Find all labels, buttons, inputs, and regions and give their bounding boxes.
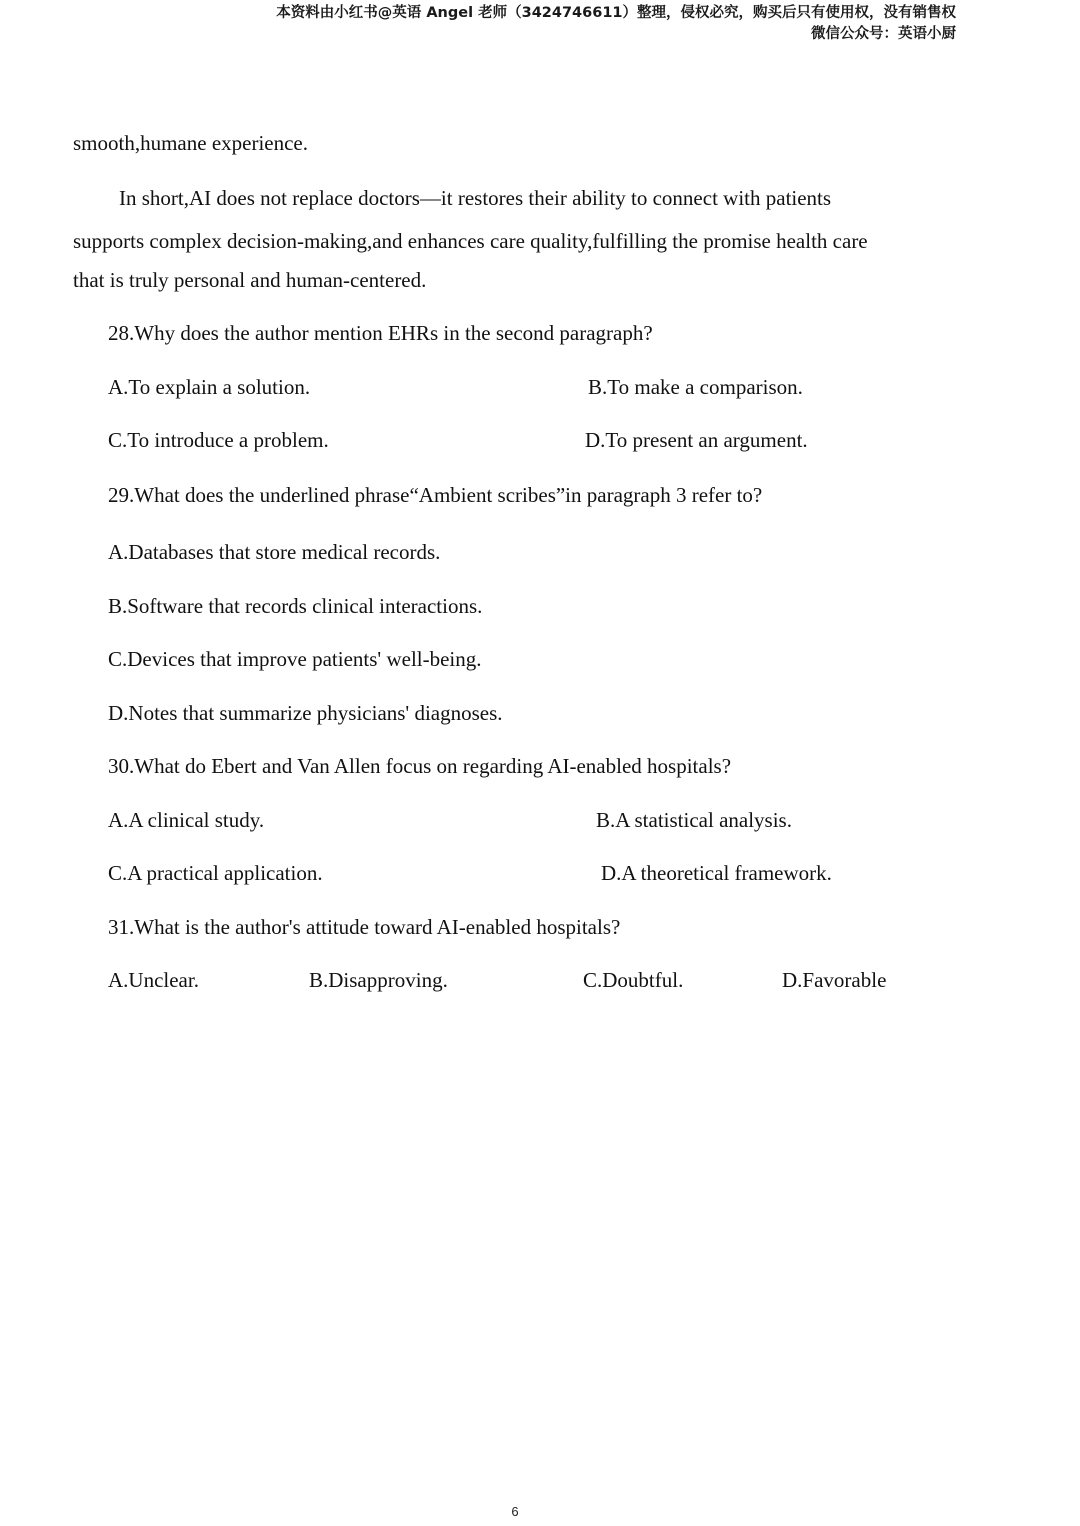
question-31-stem: 31.What is the author's attitude toward AI-enabled hospitals? xyxy=(108,915,621,939)
question-28-stem: 28.Why does the author mention EHRs in the second paragraph? xyxy=(108,321,653,345)
question-30-option-d: D.A theoretical framework. xyxy=(601,861,832,885)
question-31-option-c: C.Doubtful. xyxy=(583,968,684,992)
page-header xyxy=(276,3,956,45)
question-30-option-b: B.A statistical analysis. xyxy=(596,808,792,832)
question-28-option-b: B.To make a comparison. xyxy=(588,375,803,399)
question-29-option-c: C.Devices that improve patients' well-being. xyxy=(108,647,482,671)
question-28-option-d: D.To present an argument. xyxy=(585,428,808,452)
question-30-option-a: A.A clinical study. xyxy=(108,808,265,832)
question-29-stem: 29.What does the underlined phrase“Ambient scribes”in paragraph 3 refer to? xyxy=(108,483,763,507)
question-29-option-b: B.Software that records clinical interactions. xyxy=(108,594,483,618)
question-29-option-a: A.Databases that store medical records. xyxy=(108,540,441,564)
question-30-option-c: C.A practical application. xyxy=(108,861,323,885)
question-31-option-d: D.Favorable xyxy=(782,968,887,992)
question-31-option-b: B.Disapproving. xyxy=(309,968,448,992)
passage-line: that is truly personal and human-centered. xyxy=(73,268,427,292)
page-number: 6 xyxy=(511,1504,519,1519)
passage-line: In short,AI does not replace doctors—it restores their ability to connect with patients xyxy=(119,186,832,210)
header-wechat-line: 微信公众号：英语小厨 xyxy=(811,26,956,42)
question-29-option-d: D.Notes that summarize physicians' diagnoses. xyxy=(108,701,503,725)
question-31-option-a: A.Unclear. xyxy=(108,968,199,992)
passage-line: smooth,humane experience. xyxy=(73,131,308,155)
question-28-option-a: A.To explain a solution. xyxy=(108,375,311,399)
passage-line: supports complex decision-making,and enhances care quality,fulfilling the promise health care xyxy=(73,229,868,253)
header-copyright-line: 本资料由小红书@英语 Angel 老师（3424746611）整理，侵权必究，购买后只有使用权，没有销售权 xyxy=(276,5,956,21)
question-30-stem: 30.What do Ebert and Van Allen focus on regarding AI-enabled hospitals? xyxy=(108,754,732,778)
question-28-option-c: C.To introduce a problem. xyxy=(108,428,329,452)
